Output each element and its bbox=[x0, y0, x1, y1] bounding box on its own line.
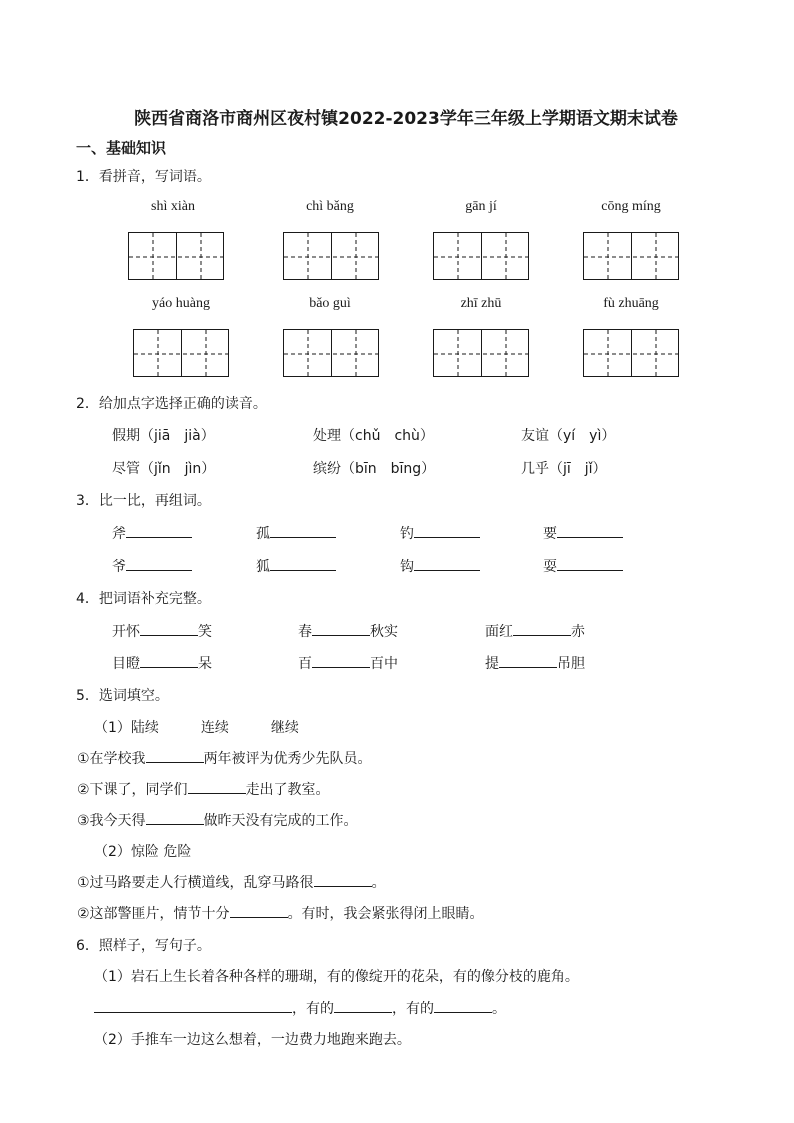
writing-grid[interactable] bbox=[283, 329, 379, 377]
question-3-label: 3．比一比，再组词。 bbox=[76, 493, 211, 509]
idiom-item: 春 秋实 bbox=[298, 621, 398, 641]
answer-blank[interactable] bbox=[126, 556, 192, 571]
imitation-line: ，有的 ，有的 。 bbox=[94, 998, 506, 1018]
answer-blank[interactable] bbox=[146, 810, 204, 825]
pronunciation-item[interactable]: 几乎（jī jǐ） bbox=[521, 461, 607, 477]
compare-char: 钓 bbox=[400, 526, 414, 542]
pronunciation-item[interactable]: 假期（jiā jià） bbox=[112, 428, 215, 444]
writing-grid[interactable] bbox=[583, 232, 679, 280]
writing-grid[interactable] bbox=[583, 329, 679, 377]
answer-blank[interactable] bbox=[270, 523, 336, 538]
question-4-label: 4．把词语补充完整。 bbox=[76, 591, 211, 607]
answer-blank[interactable] bbox=[270, 556, 336, 571]
pronunciation-item[interactable]: 缤纷（bīn bīng） bbox=[313, 461, 436, 477]
question-1-label: 1．看拼音，写词语。 bbox=[76, 169, 211, 185]
answer-blank[interactable] bbox=[312, 621, 370, 636]
pinyin-label: cōng míng bbox=[601, 199, 661, 214]
pinyin-label: shì xiàn bbox=[151, 199, 195, 214]
answer-blank[interactable] bbox=[140, 653, 198, 668]
compare-char: 钩 bbox=[400, 559, 414, 575]
writing-grid[interactable] bbox=[283, 232, 379, 280]
compare-char: 狐 bbox=[256, 559, 270, 575]
pronunciation-item[interactable]: 处理（chǔ chù） bbox=[313, 428, 434, 444]
answer-blank[interactable] bbox=[499, 653, 557, 668]
answer-blank[interactable] bbox=[188, 779, 246, 794]
answer-blank[interactable] bbox=[314, 872, 372, 887]
idiom-item: 面红 赤 bbox=[485, 621, 585, 641]
answer-blank[interactable] bbox=[334, 998, 392, 1013]
answer-blank[interactable] bbox=[414, 556, 480, 571]
pinyin-label: zhī zhū bbox=[460, 296, 502, 311]
pronunciation-item[interactable]: 尽管（jǐn jìn） bbox=[112, 461, 216, 477]
pinyin-label: fù zhuāng bbox=[603, 296, 659, 311]
idiom-item: 提 吊胆 bbox=[485, 653, 585, 673]
answer-blank[interactable] bbox=[146, 748, 204, 763]
compare-char: 斧 bbox=[112, 526, 126, 542]
word-choices: （1）陆续 连续 继续 bbox=[94, 720, 299, 736]
compare-char: 孤 bbox=[256, 526, 270, 542]
pinyin-label: yáo huàng bbox=[152, 296, 210, 311]
fill-sentence: ③我今天得 做昨天没有完成的工作。 bbox=[77, 810, 358, 830]
compare-char: 爷 bbox=[112, 559, 126, 575]
answer-blank[interactable] bbox=[434, 998, 492, 1013]
pinyin-label: bǎo guì bbox=[309, 296, 351, 311]
section-heading: 一、基础知识 bbox=[76, 139, 167, 157]
answer-blank[interactable] bbox=[312, 653, 370, 668]
idiom-item: 开怀 笑 bbox=[112, 621, 212, 641]
fill-sentence: ①过马路要走人行横道线，乱穿马路很 。 bbox=[77, 872, 386, 892]
fill-sentence: ②下课了，同学们 走出了教室。 bbox=[77, 779, 330, 799]
answer-blank[interactable] bbox=[126, 523, 192, 538]
writing-grid[interactable] bbox=[433, 232, 529, 280]
fill-sentence: ②这部警匪片，情节十分 。有时，我会紧张得闭上眼睛。 bbox=[77, 903, 484, 923]
page-title: 陕西省商洛市商州区夜村镇2022-2023学年三年级上学期语文期末试卷 bbox=[134, 109, 678, 129]
idiom-item: 百 百中 bbox=[298, 653, 398, 673]
compare-char: 耍 bbox=[543, 559, 557, 575]
pinyin-label: gān jí bbox=[465, 199, 497, 214]
answer-blank[interactable] bbox=[140, 621, 198, 636]
answer-blank[interactable] bbox=[557, 523, 623, 538]
answer-blank[interactable] bbox=[557, 556, 623, 571]
answer-blank[interactable] bbox=[414, 523, 480, 538]
example-sentence: （1）岩石上生长着各种各样的珊瑚，有的像绽开的花朵，有的像分枝的鹿角。 bbox=[94, 969, 579, 985]
pronunciation-item[interactable]: 友谊（yí yì） bbox=[521, 428, 616, 444]
question-6-label: 6．照样子，写句子。 bbox=[76, 938, 211, 954]
idiom-item: 目瞪 呆 bbox=[112, 653, 212, 673]
writing-grid[interactable] bbox=[128, 232, 224, 280]
compare-char: 要 bbox=[543, 526, 557, 542]
writing-grid[interactable] bbox=[133, 329, 229, 377]
answer-blank[interactable] bbox=[513, 621, 571, 636]
answer-blank[interactable] bbox=[94, 998, 292, 1013]
fill-sentence: ①在学校我 两年被评为优秀少先队员。 bbox=[77, 748, 372, 768]
answer-blank[interactable] bbox=[230, 903, 288, 918]
writing-grid[interactable] bbox=[433, 329, 529, 377]
question-2-label: 2．给加点字选择正确的读音。 bbox=[76, 396, 267, 412]
pinyin-label: chì bǎng bbox=[306, 199, 354, 214]
example-sentence: （2）手推车一边这么想着，一边费力地跑来跑去。 bbox=[94, 1032, 411, 1048]
question-5-label: 5．选词填空。 bbox=[76, 688, 169, 704]
word-choices: （2）惊险 危险 bbox=[94, 844, 192, 860]
